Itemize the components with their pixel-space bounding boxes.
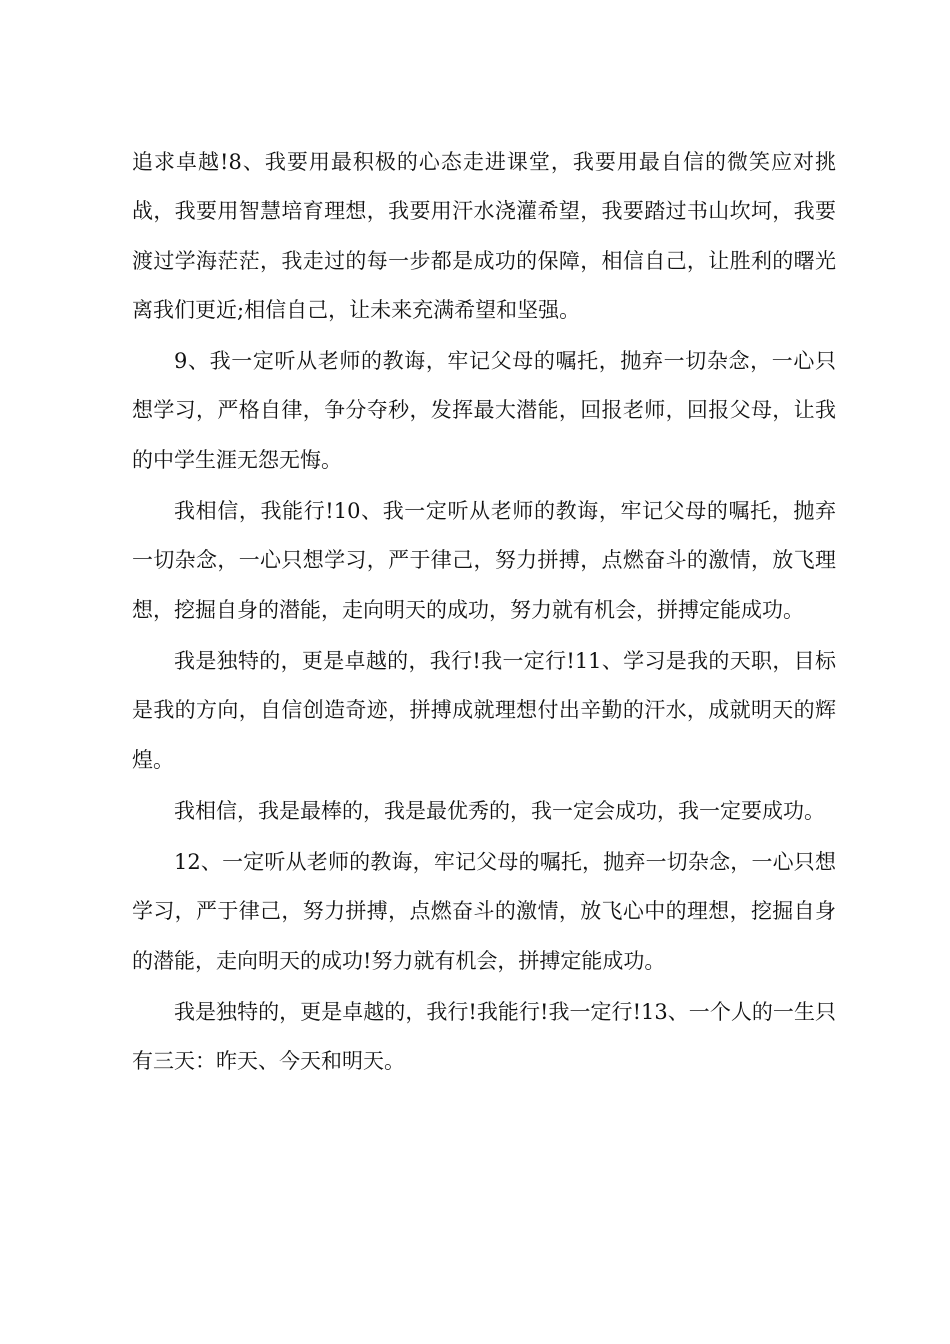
paragraph-4: 我是独特的，更是卓越的，我行!我一定行!11、学习是我的天职，目标是我的方向，自信创造奇迹，拼搏成就理想付出辛勤的汗水，成就明天的辉煌。 [132, 648, 836, 772]
paragraph-1: 追求卓越!8、我要用最积极的心态走进课堂，我要用最自信的微笑应对挑战，我要用智慧培育理想，我要用汗水浇灌希望，我要踏过书山坎坷，我要渡过学海茫茫，我走过的每一步都是成功的保障，相信自己，让胜利的曙光离我们更近;相信自己，让未来充满希望和坚强。 [132, 150, 836, 322]
paragraph-2: 9、我一定听从老师的教诲，牢记父母的嘱托，抛弃一切杂念，一心只想学习，严格自律，争分夺秒，发挥最大潜能，回报老师，回报父母，让我的中学生涯无怨无悔。 [132, 349, 836, 472]
document-body [132, 138, 836, 1089]
paragraph-5: 我相信，我是最棒的，我是最优秀的，我一定会成功，我一定要成功。 [174, 798, 825, 823]
paragraph-6: 12、一定听从老师的教诲，牢记父母的嘱托，抛弃一切杂念，一心只想学习，严于律己，努力拼搏，点燃奋斗的激情，放飞心中的理想，挖掘自身的潜能，走向明天的成功!努力就有机会，拼搏定能成功。 [132, 850, 836, 973]
paragraph-7: 我是独特的，更是卓越的，我行!我能行!我一定行!13、一个人的一生只有三天：昨天、今天和明天。 [132, 1000, 836, 1074]
paragraph-3: 我相信，我能行!10、我一定听从老师的教诲，牢记父母的嘱托，抛弃一切杂念，一心只想学习，严于律己，努力拼搏，点燃奋斗的激情，放飞理想，挖掘自身的潜能，走向明天的成功，努力就有机会，拼搏定能成功。 [132, 499, 836, 622]
